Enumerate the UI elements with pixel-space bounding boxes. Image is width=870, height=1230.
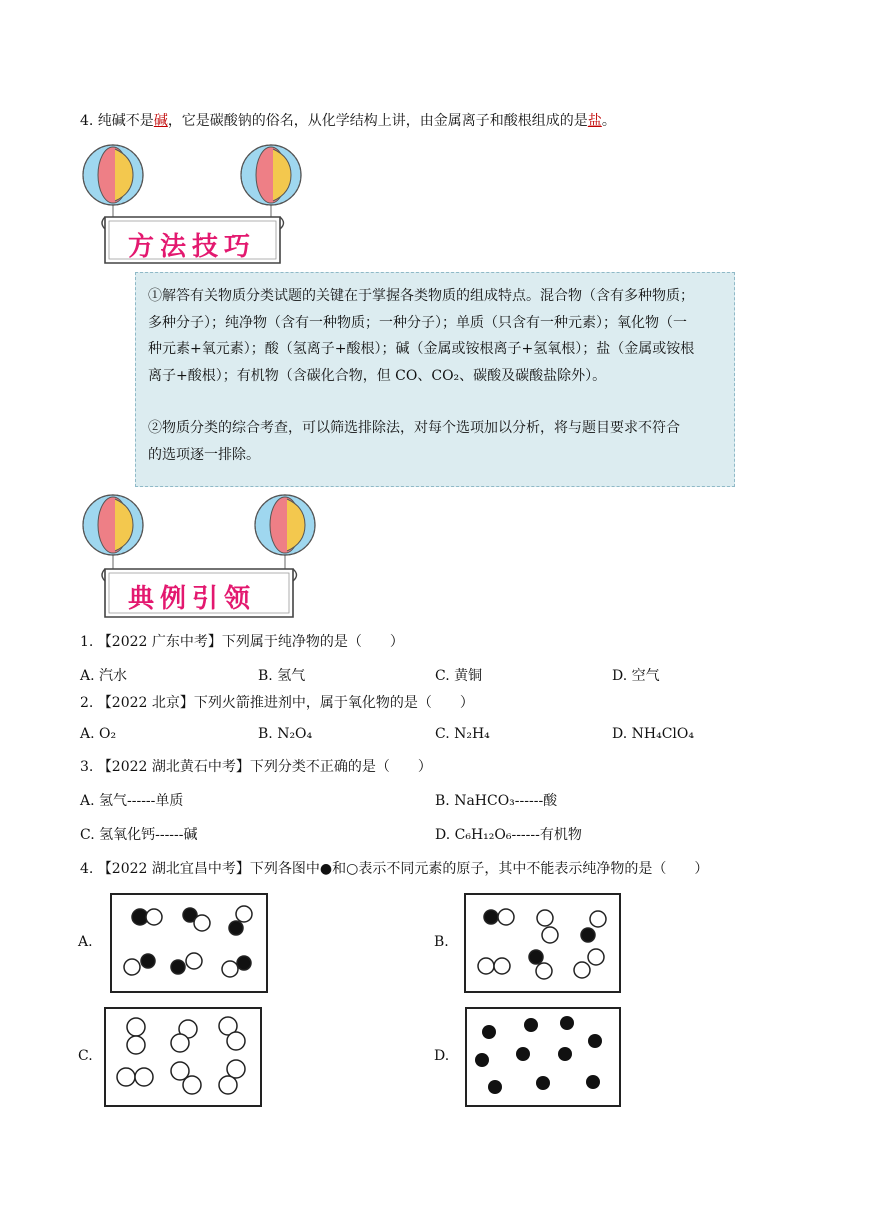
q4-diagram-a — [110, 893, 268, 993]
q4-option-d-label: D. — [434, 1048, 450, 1064]
q1-option-b: B. 氢气 — [258, 668, 306, 684]
q4-diagram-d — [465, 1007, 621, 1107]
balloon-right-icon — [241, 145, 301, 221]
q1-option-c: C. 黄铜 — [435, 668, 483, 684]
tips-line-6: 的选项逐一排除。 — [148, 446, 260, 463]
method-title: 方法技巧 — [128, 232, 257, 262]
q4-option-a-label: A. — [78, 934, 93, 950]
tips-line-2: 多种分子）；纯净物（含有一种物质；一种分子）；单质（只含有一种元素）；氧化物（一 — [148, 314, 687, 331]
tips-box — [135, 272, 735, 487]
point-4-suffix: 。 — [601, 113, 616, 129]
balloon-left-icon — [83, 495, 143, 573]
tips-line-4: 离子+酸根）；有机物（含碳化合物，但 CO、CO₂、碳酸及碳酸盐除外）。 — [148, 367, 607, 384]
q1-option-d: D. 空气 — [612, 668, 660, 684]
question-2-stem: 2. 【2022 北京】下列火箭推进剂中，属于氧化物的是（ ） — [80, 695, 474, 711]
q4-diagram-b — [464, 893, 621, 993]
tips-line-3: 种元素+氧元素）；酸（氢离子+酸根）；碱（金属或铵根离子+氢氧根）；盐（金属或铵根 — [148, 341, 695, 357]
keyword-base: 碱 — [153, 113, 168, 129]
question-4-stem: 4. 【2022 湖北宜昌中考】下列各图中●和○表示不同元素的原子，其中不能表示纯净物的是（ ） — [80, 861, 709, 877]
q4-diagram-c — [104, 1007, 262, 1107]
tips-line-1: ①解答有关物质分类试题的关键在于掌握各类物质的组成特点。混合物（含有多种物质； — [148, 288, 694, 304]
q3-option-d: D. C₆H₁₂O₆------有机物 — [435, 827, 582, 843]
question-1-stem: 1. 【2022 广东中考】下列属于纯净物的是（ ） — [80, 634, 404, 650]
q2-option-d: D. NH₄ClO₄ — [612, 726, 694, 742]
q2-option-c: C. N₂H₄ — [435, 726, 490, 742]
q4-option-b-label: B. — [434, 934, 449, 950]
point-4-prefix: 4. 纯碱不是 — [80, 113, 154, 129]
balloon-left-icon — [83, 145, 143, 221]
q1-option-a: A. 汽水 — [80, 668, 128, 684]
question-3-stem: 3. 【2022 湖北黄石中考】下列分类不正确的是（ ） — [80, 759, 432, 775]
keyword-salt: 盐 — [587, 113, 602, 129]
q3-option-a: A. 氢气------单质 — [80, 793, 184, 809]
q2-option-b: B. N₂O₄ — [258, 726, 313, 742]
q3-option-c: C. 氢氧化钙------碱 — [80, 827, 198, 843]
tips-line-5: ②物质分类的综合考查，可以筛选排除法，对每个选项加以分析，将与题目要求不符合 — [148, 420, 680, 436]
q4-option-c-label: C. — [78, 1048, 93, 1064]
point-4-text — [80, 111, 616, 131]
q2-option-a: A. O₂ — [80, 726, 117, 742]
example-title: 典例引领 — [128, 584, 257, 614]
point-4-middle: ，它是碳酸钠的俗名，从化学结构上讲，由金属离子和酸根组成的是 — [167, 113, 588, 129]
q3-option-b: B. NaHCO₃------酸 — [435, 793, 558, 809]
balloon-right-icon — [255, 495, 315, 573]
